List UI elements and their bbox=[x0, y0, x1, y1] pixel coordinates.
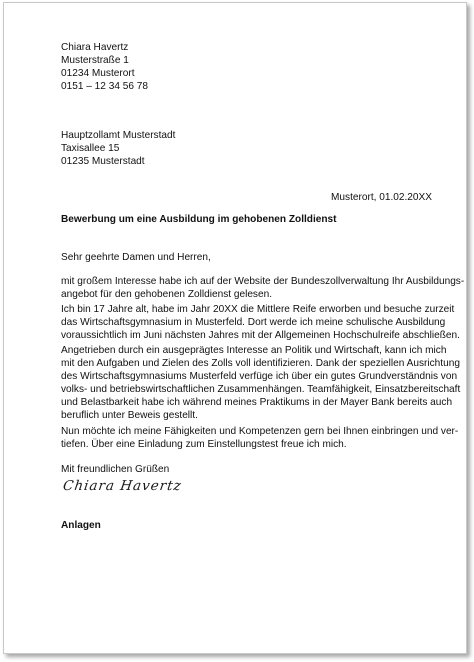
sender-phone: 0151 – 12 34 56 78 bbox=[61, 81, 148, 92]
sender-street: Musterstraße 1 bbox=[61, 55, 129, 66]
paragraph-line: angebot für den gehobenen Zolldienst gelesen. bbox=[61, 289, 273, 300]
handwritten-signature: Chiara Havertz bbox=[61, 478, 183, 494]
paragraph-4 bbox=[61, 425, 459, 451]
recipient-street: Taxisallee 15 bbox=[61, 143, 120, 154]
paragraph-line: beruflich unter Beweis gestellt. bbox=[61, 410, 198, 421]
paragraph-line: volks- und betriebswirtschaftlichen Zusammenhängen. Teamfähigkeit, Einsatzbereitschaft bbox=[61, 384, 461, 395]
recipient-city: 01235 Musterstadt bbox=[61, 156, 145, 167]
paragraph-line: mit den Aufgaben und Zielen des Zolls voll identifizieren. Dank der speziellen Ausrichtung bbox=[61, 358, 460, 369]
closing: Mit freundlichen Grüßen bbox=[61, 464, 170, 475]
salutation: Sehr geehrte Damen und Herren, bbox=[61, 252, 211, 263]
paragraph-line: Angetrieben durch ein ausgeprägtes Interesse an Politik und Wirtschaft, kann ich mich bbox=[61, 345, 447, 356]
paragraph-line: mit großem Interesse habe ich auf der Website der Bundeszollverwaltung Ihr Ausbildungs- bbox=[61, 276, 465, 287]
letter-page bbox=[3, 2, 467, 654]
paragraph-line: und Belastbarkeit habe ich während meines Praktikums in der Mayer Bank bereits auch bbox=[61, 397, 453, 408]
paragraph-3 bbox=[61, 344, 461, 422]
paragraph-2 bbox=[61, 303, 460, 342]
date-line: Musterort, 01.02.20XX bbox=[331, 192, 432, 203]
subject-line: Bewerbung um eine Ausbildung im gehobenen Zolldienst bbox=[61, 214, 337, 225]
paragraph-line: Ich bin 17 Jahre alt, habe im Jahr 20XX die Mittlere Reife erworben und besuche zurzeit bbox=[61, 304, 455, 315]
paragraph-line: Nun möchte ich meine Fähigkeiten und Kompetenzen gern bei Ihnen einbringen und ver- bbox=[61, 426, 459, 437]
paragraph-line: tiefen. Über eine Einladung zum Einstellungstest freue ich mich. bbox=[61, 439, 347, 450]
recipient-name: Hauptzollamt Musterstadt bbox=[61, 130, 176, 141]
enclosures-label: Anlagen bbox=[61, 520, 101, 531]
paragraph-line: voraussichtlich im Juni nächsten Jahres mit der Allgemeinen Hochschulreife abschließen. bbox=[61, 330, 460, 341]
paragraph-line: des Wirtschaftsgymnasiums Musterfeld verfüge ich über ein gutes Grundverständnis von bbox=[61, 371, 458, 382]
sender-name: Chiara Havertz bbox=[61, 42, 129, 53]
paragraph-1 bbox=[61, 275, 465, 301]
sender-city: 01234 Musterort bbox=[61, 68, 135, 79]
paragraph-line: das Wirtschaftsgymnasium in Musterfeld. Dort werde ich meine schulische Ausbildung bbox=[61, 317, 446, 328]
